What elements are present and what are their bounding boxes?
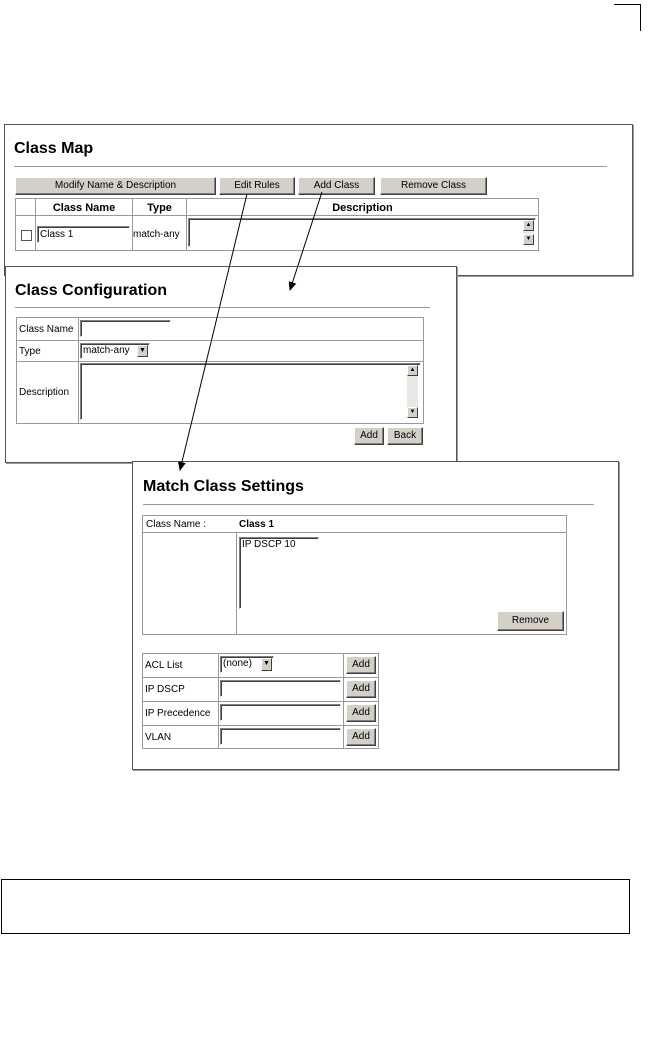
col-header-description: Description — [332, 202, 393, 214]
type-select-value: match-any — [83, 345, 130, 356]
ip-precedence-label: IP Precedence — [145, 708, 211, 719]
ip-precedence-add-button[interactable]: Add — [346, 704, 376, 722]
acl-list-add-button[interactable]: Add — [346, 656, 376, 674]
vlan-label: VLAN — [145, 732, 172, 743]
vlan-add-button[interactable]: Add — [346, 728, 376, 746]
modify-name-description-button[interactable]: Modify Name & Description — [15, 177, 216, 195]
row-type-value: match-any — [133, 229, 180, 240]
arrow-edit-rules-to-match-settings — [180, 194, 247, 470]
type-label: Type — [19, 346, 41, 357]
ip-dscp-label: IP DSCP — [145, 684, 185, 695]
scroll-up-icon[interactable]: ▲ — [407, 365, 418, 376]
chevron-down-icon[interactable]: ▼ — [261, 658, 272, 671]
class-name-value: Class 1 — [239, 519, 275, 530]
scroll-up-icon[interactable]: ▲ — [523, 220, 534, 231]
class-name-caption: Class Name : — [146, 519, 207, 530]
add-class-button[interactable]: Add Class — [298, 177, 375, 195]
back-button[interactable]: Back — [387, 427, 423, 445]
scroll-down-icon[interactable]: ▼ — [523, 234, 534, 245]
class-name-label: Class Name — [19, 324, 74, 335]
class-configuration-title: Class Configuration — [15, 282, 168, 299]
add-button[interactable]: Add — [354, 427, 384, 445]
remove-class-button[interactable]: Remove Class — [380, 177, 487, 195]
scroll-down-icon[interactable]: ▼ — [407, 407, 418, 418]
remove-rule-button[interactable]: Remove — [497, 611, 564, 631]
edit-rules-button[interactable]: Edit Rules — [219, 177, 295, 195]
list-item[interactable]: IP DSCP 10 — [242, 539, 296, 550]
row-class-name-field[interactable]: Class 1 — [37, 226, 130, 243]
arrow-add-class-to-configuration — [290, 192, 322, 290]
class-map-title: Class Map — [14, 140, 94, 157]
description-label: Description — [19, 387, 70, 398]
col-header-class-name: Class Name — [52, 202, 116, 214]
acl-list-value: (none) — [223, 658, 252, 669]
note-box — [1, 879, 630, 934]
col-header-type: Type — [147, 202, 172, 214]
chevron-down-icon[interactable]: ▼ — [137, 345, 148, 357]
ip-dscp-add-button[interactable]: Add — [346, 680, 376, 698]
match-class-settings-title: Match Class Settings — [143, 478, 304, 495]
acl-list-label: ACL List — [145, 660, 183, 671]
